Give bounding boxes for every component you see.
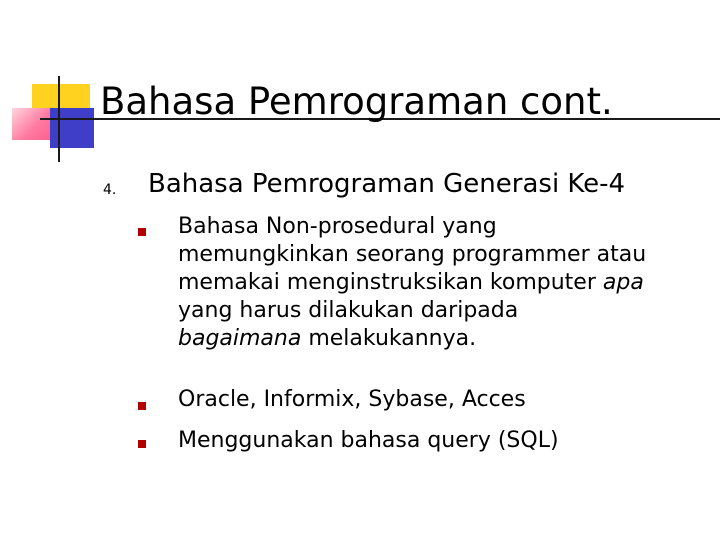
logo-blue-square <box>50 108 94 148</box>
bullet-item-3: Menggunakan bahasa query (SQL) <box>178 428 559 453</box>
bullet-item-1-emphasis-bagaimana: bagaimana <box>178 326 302 351</box>
bullet-item-1-line-3 <box>178 269 646 297</box>
section-number: 4. <box>103 182 117 198</box>
bullet-item-1-line-5-text: melakukannya. <box>301 326 477 351</box>
bullet-item-1-line-4: yang harus dilakukan daripada <box>178 298 519 323</box>
bullet-item-1 <box>178 213 646 353</box>
bullet-item-2: Oracle, Informix, Sybase, Acces <box>178 387 526 412</box>
bullet-marker-icon <box>138 402 146 410</box>
bullet-item-1-line-3-text: memakai menginstruksikan komputer <box>178 270 603 295</box>
bullet-item-1-line-5 <box>178 325 646 353</box>
slide-logo-decoration <box>0 0 110 170</box>
bullet-item-1-emphasis-apa: apa <box>602 270 644 295</box>
bullet-item-1-line-1: Bahasa Non-prosedural yang <box>178 214 497 239</box>
section-heading: Bahasa Pemrograman Generasi Ke-4 <box>148 169 626 199</box>
bullet-item-1-line-2: memungkinkan seorang programmer atau <box>178 242 647 267</box>
bullet-marker-icon <box>138 228 146 236</box>
bullet-marker-icon <box>138 440 146 448</box>
slide-title: Bahasa Pemrograman cont. <box>100 80 613 123</box>
